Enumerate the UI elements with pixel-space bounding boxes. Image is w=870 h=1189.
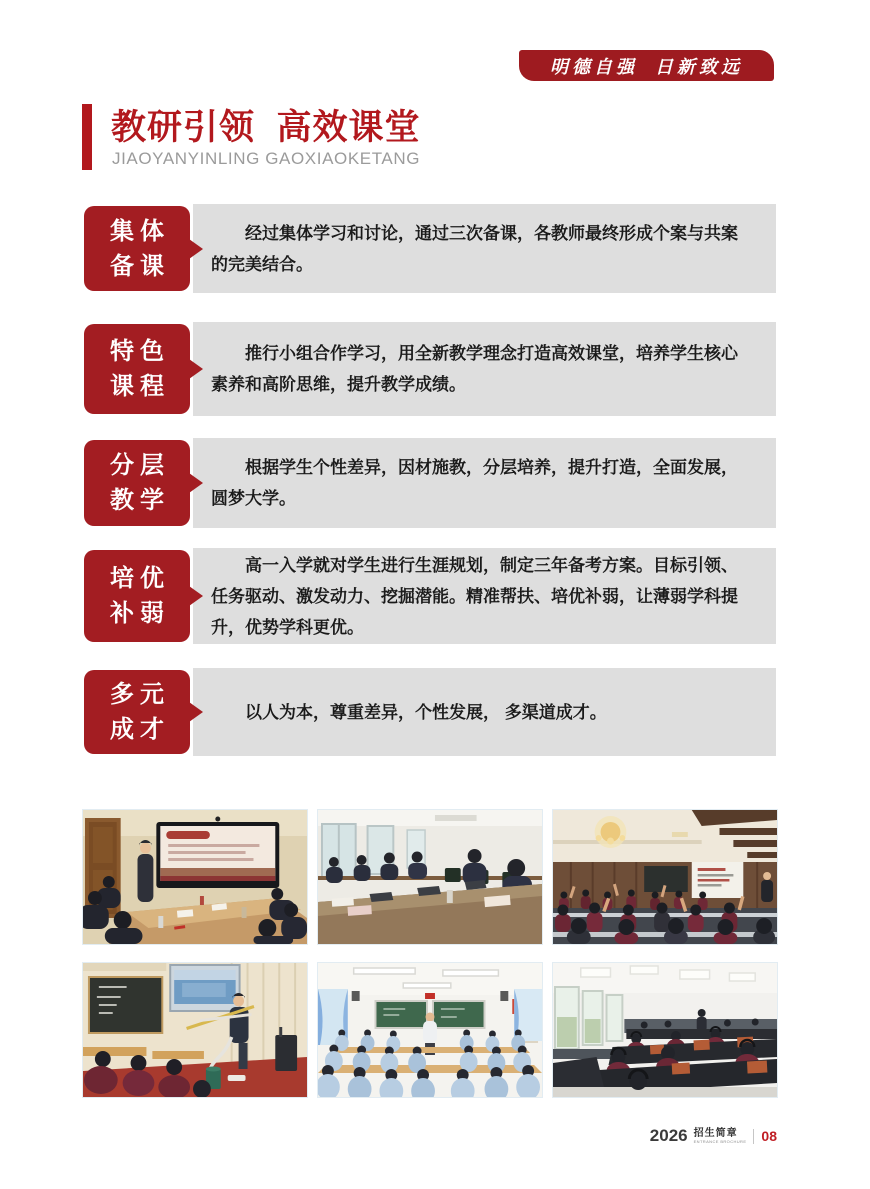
page-footer <box>650 1124 777 1148</box>
page-title: 教研引领 高效课堂 <box>111 108 421 147</box>
feature-text: 根据学生个性差异，因材施教，分层培养，提升打造，全面发展，圆梦大学。 <box>211 458 738 508</box>
footer-doc-title: 招生简章 <box>693 1127 738 1139</box>
footer-doc-subtitle: ENTRANCE BROCHURE <box>693 1138 747 1144</box>
motto-banner <box>519 50 774 81</box>
feature-card-special-courses <box>84 322 776 416</box>
photo-grid <box>83 810 777 1097</box>
feature-text: 推行小组合作学习，用全新教学理念打造高效课堂，培养学生核心素养和高阶思维，提升教学成绩。 <box>211 344 738 394</box>
feature-text: 经过集体学习和讨论，通过三次备课，各教师最终形成个案与共案的完美结合。 <box>211 223 738 274</box>
feature-label <box>84 206 190 291</box>
feature-label <box>84 550 190 642</box>
feature-card-body <box>193 668 776 756</box>
photo-illustration <box>318 810 542 944</box>
feature-label-line2: 成才 <box>110 716 170 743</box>
title-accent-bar <box>82 104 92 170</box>
feature-label-line2: 补弱 <box>110 600 170 627</box>
feature-card-body <box>193 548 776 644</box>
feature-label-line2: 教学 <box>110 487 170 514</box>
photo-teachers-worktable <box>318 810 542 944</box>
photo-class-demo <box>83 963 307 1097</box>
feature-label-line2: 课程 <box>110 373 170 400</box>
photo-classroom-study <box>318 963 542 1097</box>
photo-lecture-hall <box>553 810 777 944</box>
footer-doc <box>694 1129 747 1144</box>
feature-text: 高一入学就对学生进行生涯规划，制定三年备考方案。目标引领、任务驱动、激发动力、挖掘潜能。精准帮扶、培优补弱，让薄弱学科提升，优势学科更优。 <box>211 555 738 637</box>
feature-label-line1: 集体 <box>110 217 170 245</box>
feature-label-line1: 培优 <box>110 565 170 592</box>
feature-label <box>84 670 190 754</box>
photo-illustration <box>553 810 777 944</box>
feature-card-diverse-talent <box>84 668 776 756</box>
page-number: 08 <box>761 1128 777 1144</box>
footer-year: 2026 <box>649 1126 688 1145</box>
feature-card-strengthen-weak <box>84 548 776 644</box>
footer-divider <box>753 1129 754 1144</box>
motto-text: 明德自强 日新致远 <box>550 56 743 77</box>
feature-label <box>84 324 190 414</box>
photo-lesson-prep-meeting <box>83 810 307 944</box>
feature-label-line1: 多元 <box>110 681 170 708</box>
feature-text: 以人为本，尊重差异，个性发展， 多渠道成才。 <box>245 702 607 722</box>
photo-illustration <box>83 963 307 1097</box>
feature-card-body <box>193 204 776 293</box>
feature-card-collective-prep <box>84 204 776 293</box>
feature-card-body <box>193 322 776 416</box>
feature-label <box>84 440 190 526</box>
feature-card-layered-teaching <box>84 438 776 528</box>
photo-illustration <box>83 810 307 944</box>
feature-label-line2: 备课 <box>110 252 170 280</box>
photo-computer-lab <box>553 963 777 1097</box>
feature-card-body <box>193 438 776 528</box>
photo-illustration <box>318 963 542 1097</box>
page-subtitle: JIAOYANYINLING GAOXIAOKETANG <box>112 149 421 168</box>
feature-label-line1: 特色 <box>110 338 170 365</box>
feature-label-line1: 分层 <box>110 452 170 479</box>
photo-illustration <box>553 963 777 1097</box>
